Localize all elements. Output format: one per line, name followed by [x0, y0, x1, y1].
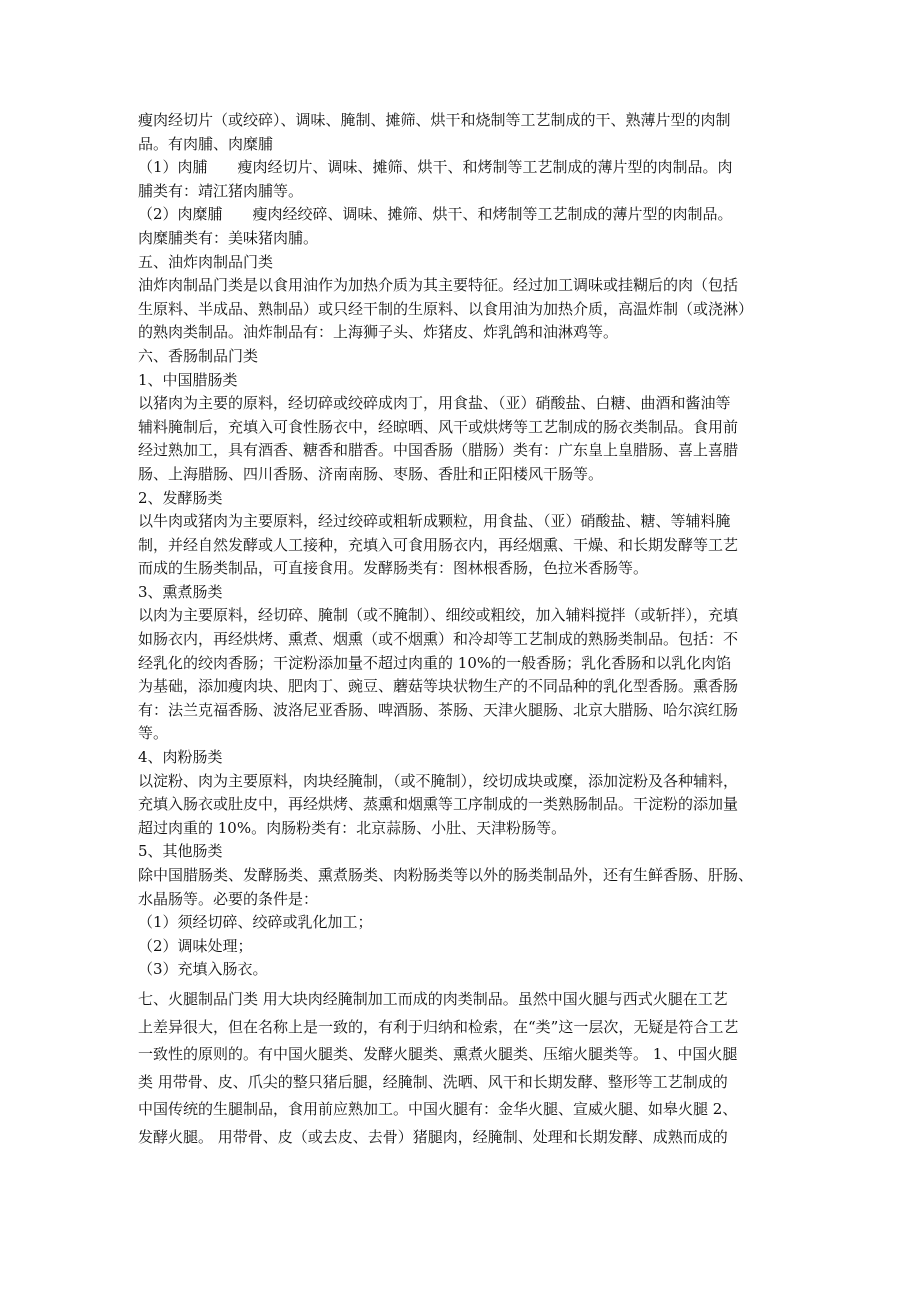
text-line: 以猪肉为主要的原料，经切碎或绞碎成肉丁，用食盐、（亚）硝酸盐、白糖、曲酒和酱油等 — [138, 394, 731, 413]
document-body — [138, 109, 788, 1152]
text-line: （3）充填入肠衣。 — [138, 960, 268, 979]
text-line: 以牛肉或猪肉为主要原料，经过绞碎或粗斩成颗粒，用食盐、（亚）硝酸盐、糖、等辅料腌 — [138, 512, 731, 531]
text-line: 超过肉重的 10%。肉肠粉类有：北京蒜肠、小肚、天津粉肠等。 — [138, 818, 567, 837]
text-line: 等。 — [138, 724, 169, 743]
text-line: 2、发酵肠类 — [138, 488, 223, 507]
text-line: 生原料、半成品、熟制品）或只经干制的生原料、以食用油为加热介质，高温炸制（或浇淋） — [138, 299, 754, 318]
text-line: 3、熏煮肠类 — [138, 582, 223, 601]
text-line: 肉糜脯类有：美味猪肉脯。 — [138, 228, 319, 247]
text-line: 上差异很大，但在名称上是一致的，有利于归纳和检索，在“类”这一层次，无疑是符合工艺 — [138, 1017, 739, 1036]
text-line: 肠、上海腊肠、四川香肠、济南南肠、枣肠、香肚和正阳楼风干肠等。 — [138, 464, 604, 483]
text-line: （1）肉脯 瘦肉经切片、调味、摊筛、烘干、和烤制等工艺制成的薄片型的肉制品。肉 — [138, 158, 733, 177]
text-line: 充填入肠衣或肚皮中，再经烘烤、蒸熏和烟熏等工序制成的一类熟肠制品。干淀粉的添加量 — [138, 795, 739, 814]
text-line: 水晶肠等。必要的条件是： — [138, 889, 319, 908]
text-line: （2）调味处理； — [138, 936, 253, 955]
text-line: 七、火腿制品门类 用大块肉经腌制加工而成的肉类制品。虽然中国火腿与西式火腿在工艺 — [138, 989, 728, 1008]
text-line: 5、其他肠类 — [138, 842, 223, 861]
text-line: 除中国腊肠类、发酵肠类、熏煮肠类、肉粉肠类等以外的肠类制品外，还有生鲜香肠、肝肠、 — [138, 866, 754, 884]
text-line: 而成的生肠类制品，可直接食用。发酵肠类有：图林根香肠，色拉米香肠等。 — [138, 559, 649, 578]
text-line: 以淀粉、肉为主要原料，肉块经腌制，（或不腌制），绞切成块或糜，添加淀粉及各种辅料， — [138, 771, 739, 790]
text-line: 制，并经自然发酵或人工接种，充填入可食用肠衣内，再经烟熏、干燥、和长期发酵等工艺 — [138, 535, 739, 554]
text-line: 六、香肠制品门类 — [138, 346, 259, 365]
text-line: 五、油炸肉制品门类 — [138, 252, 274, 271]
text-line: 1、中国腊肠类 — [138, 370, 238, 389]
text-line: 辅料腌制后，充填入可食性肠衣中，经晾晒、风干或烘烤等工艺制成的肠衣类制品。食用前 — [138, 417, 739, 436]
text-line: 的熟肉类制品。油炸制品有：上海狮子头、炸猪皮、炸乳鸽和油淋鸡等。 — [138, 323, 619, 342]
text-line: 4、肉粉肠类 — [138, 748, 223, 767]
text-line: 如肠衣内，再经烘烤、熏煮、烟熏（或不烟熏）和冷却等工艺制成的熟肠类制品。包括：不 — [138, 630, 739, 649]
text-line: 类 用带骨、皮、爪尖的整只猪后腿，经腌制、洗晒、风干和长期发酵、整形等工艺制成的 — [138, 1072, 728, 1091]
text-line: 发酵火腿。 用带骨、皮（或去皮、去骨）猪腿肉，经腌制、处理和长期发酵、成熟而成的 — [138, 1127, 728, 1146]
text-line: 有：法兰克福香肠、波洛尼亚香肠、啤酒肠、茶肠、天津火腿肠、北京大腊肠、哈尔滨红肠 — [138, 700, 739, 719]
text-line: （1）须经切碎、绞碎或乳化加工； — [138, 913, 373, 932]
text-line: 中国传统的生腿制品，食用前应熟加工。中国火腿有：金华火腿、宣威火腿、如皋火腿 2、 — [138, 1100, 738, 1119]
text-line: 脯类有：靖江猪肉脯等。 — [138, 181, 304, 200]
text-line: 以肉为主要原料，经切碎、腌制（或不腌制）、细绞或粗绞，加入辅料搅拌（或斩拌），充填 — [138, 606, 739, 625]
text-line: 经过熟加工，具有酒香、糖香和腊香。中国香肠（腊肠）类有：广东皇上皇腊肠、喜上喜腊 — [138, 441, 739, 460]
text-line: （2）肉糜脯 瘦肉经绞碎、调味、摊筛、烘干、和烤制等工艺制成的薄片型的肉制品。 — [138, 205, 733, 224]
text-line: 品。有肉脯、肉糜脯 — [138, 134, 274, 153]
text-line: 瘦肉经切片（或绞碎）、调味、腌制、摊筛、烘干和烧制等工艺制成的干、熟薄片型的肉制 — [138, 111, 731, 129]
text-line: 一致性的原则的。有中国火腿类、发酵火腿类、熏煮火腿类、压缩火腿类等。 1、中国火腿 — [138, 1045, 738, 1064]
text-line: 油炸肉制品门类是以食用油作为加热介质为其主要特征。经过加工调味或挂糊后的肉（包括 — [138, 276, 739, 295]
text-line: 为基础，添加瘦肉块、肥肉丁、豌豆、蘑菇等块状物生产的不同品种的乳化型香肠。熏香肠 — [138, 677, 739, 696]
text-line: 经乳化的绞肉香肠；干淀粉添加量不超过肉重的 10%的一般香肠；乳化香肠和以乳化肉馅 — [138, 653, 732, 672]
